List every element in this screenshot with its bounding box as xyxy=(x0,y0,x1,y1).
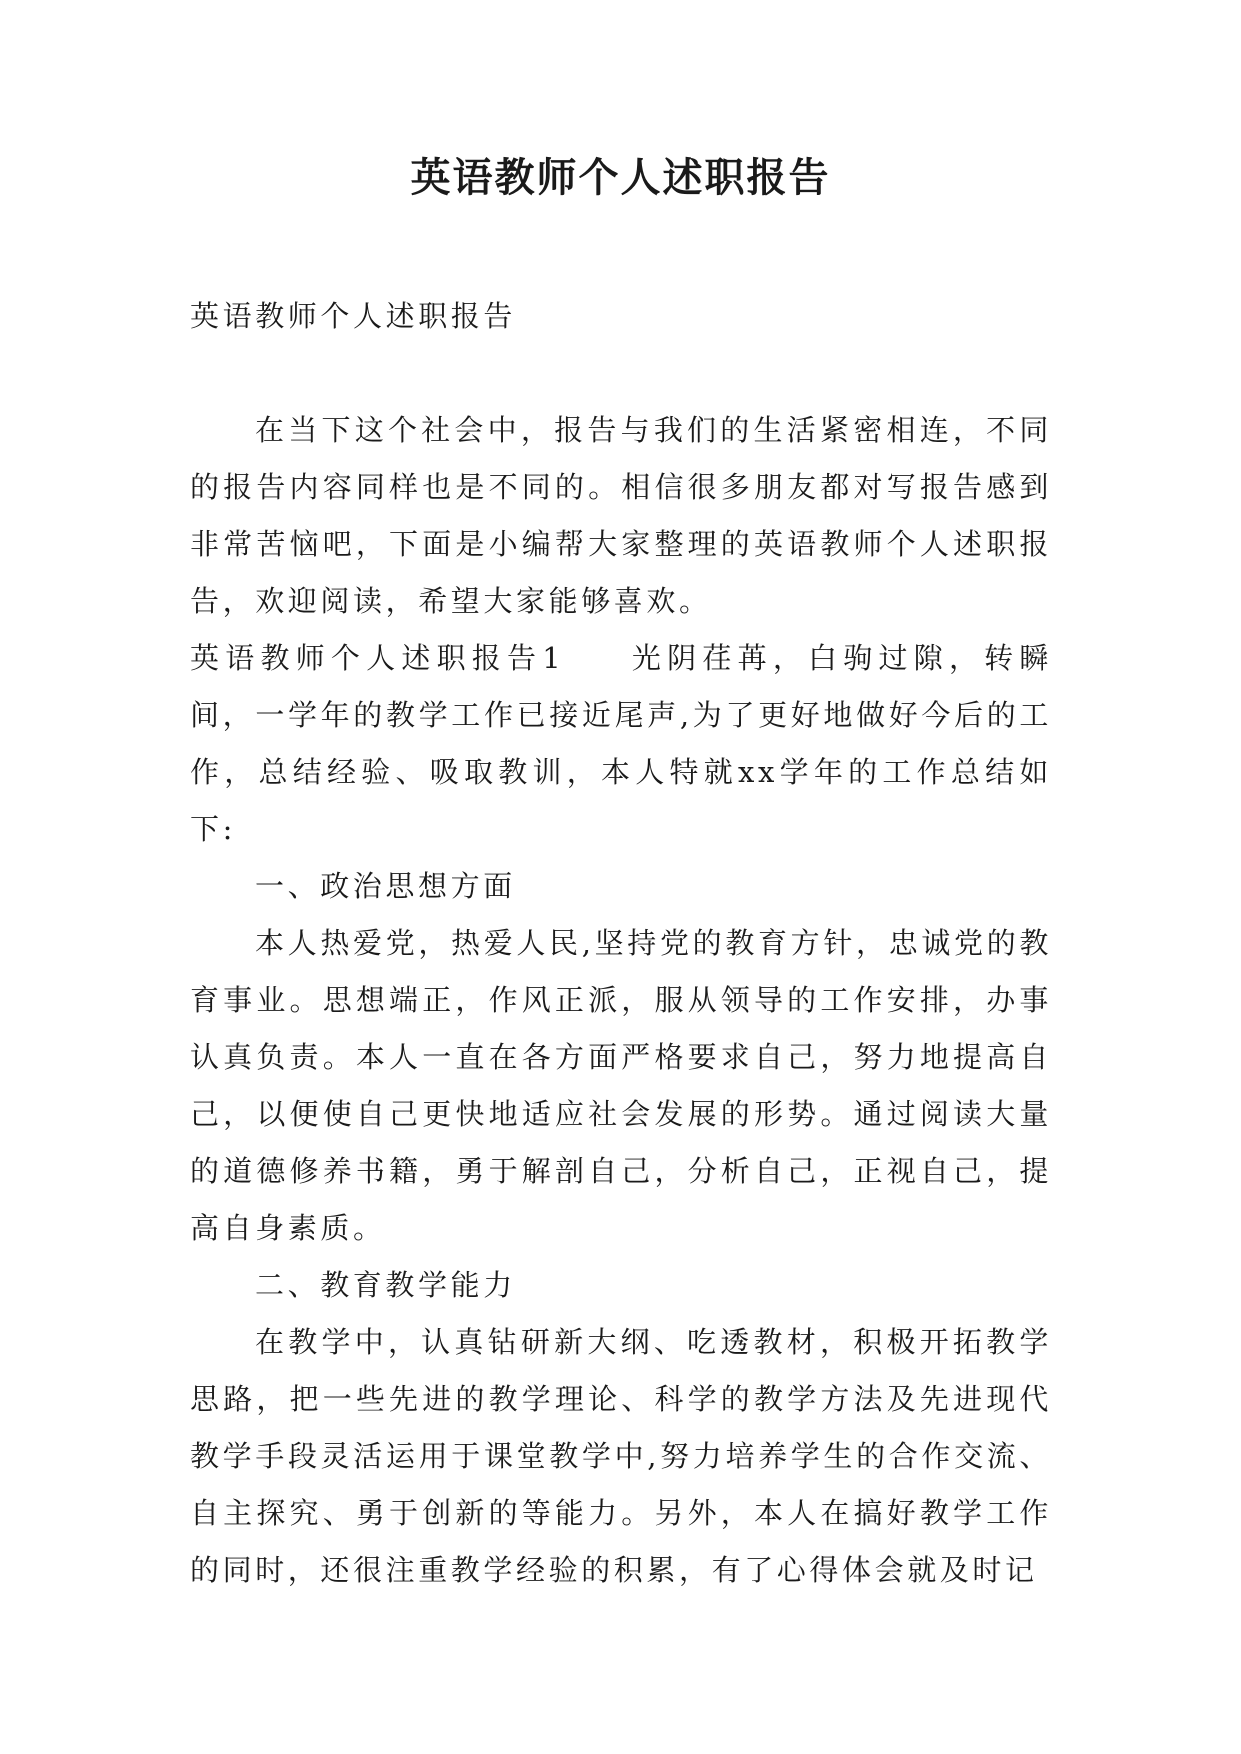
section2-heading: 二、教育教学能力 xyxy=(255,1268,516,1302)
intro-paragraph: 在当下这个社会中，报告与我们的生活紧密相连，不同的报告内容同样也是不同的。相信很多朋友都对写报告感到非常苦恼吧，下面是小编帮大家整理的英语教师个人述职报告，欢迎阅读，希望大家能够喜欢。 xyxy=(190,413,1052,618)
section2-body: 在教学中，认真钻研新大纲、吃透教材，积极开拓教学思路，把一些先进的教学理论、科学的教学方法及先进现代教学手段灵活运用于课堂教学中,努力培养学生的合作交流、自主探究、勇于创新的等能力。另外，本人在搞好教学工作的同时，还很注重教学经验的积累，有了心得体会就及时记 xyxy=(190,1325,1052,1587)
document-body xyxy=(190,288,1052,1599)
report1-label: 英语教师个人述职报告1 xyxy=(190,641,565,675)
report1-paragraph xyxy=(190,630,1052,858)
section1-heading: 一、政治思想方面 xyxy=(255,869,516,903)
section1-body: 本人热爱党，热爱人民,坚持党的教育方针，忠诚党的教育事业。思想端正，作风正派，服从领导的工作安排，办事认真负责。本人一直在各方面严格要求自己，努力地提高自己，以便使自己更快地适应社会发展的形势。通过阅读大量的道德修养书籍，勇于解剖自己，分析自己，正视自己，提高自身素质。 xyxy=(190,926,1052,1245)
report1-opening: 光阴荏苒，白驹过隙，转瞬间，一学年的教学工作已接近尾声,为了更好地做好今后的工作，总结经验、吸取教训，本人特就xx学年的工作总结如下: xyxy=(190,641,1052,846)
document-title: 英语教师个人述职报告 xyxy=(410,154,831,201)
document-subtitle: 英语教师个人述职报告 xyxy=(190,299,517,333)
